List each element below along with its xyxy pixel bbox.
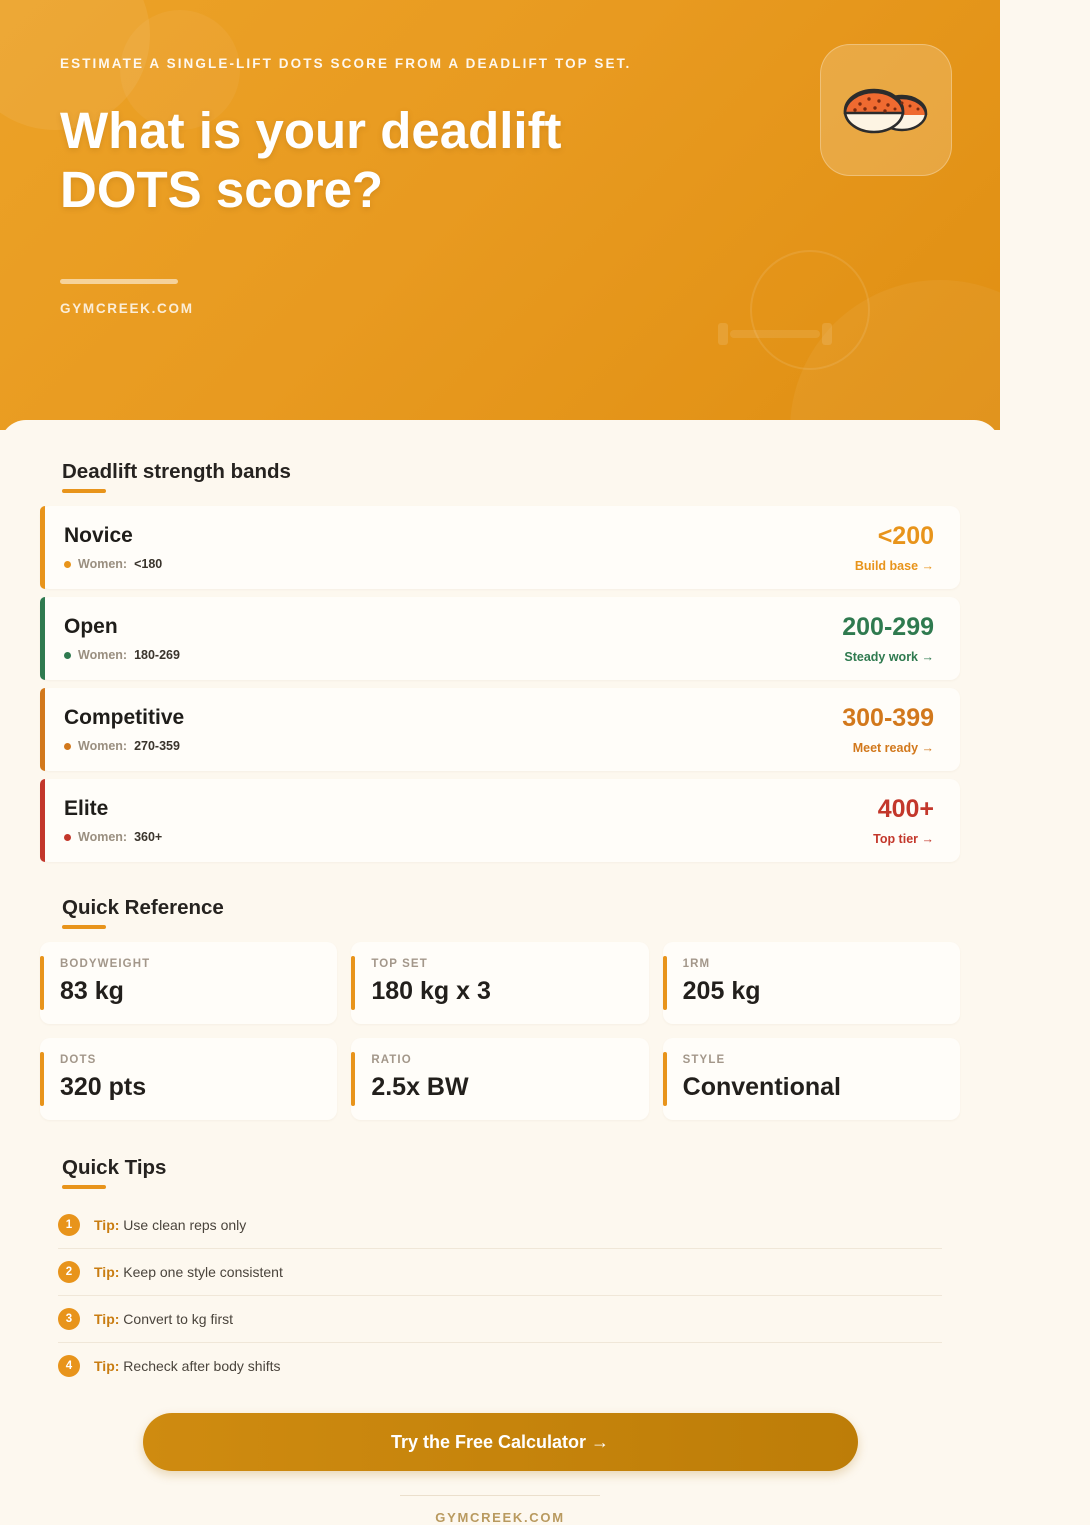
tip-number-badge: 1 xyxy=(58,1214,80,1236)
band-note: Build base → xyxy=(854,559,934,573)
hero-domain-label: GYMCREEK.COM xyxy=(60,301,194,317)
band-women-subline xyxy=(64,739,184,753)
tip-body: Convert to kg first xyxy=(123,1311,233,1327)
barbell-decoration-icon xyxy=(730,330,820,338)
footer-domain-label: GYMCREEK.COM xyxy=(435,1510,565,1525)
tip-label: Tip: xyxy=(94,1311,120,1327)
page-title: What is your deadlift DOTS score? xyxy=(60,102,562,219)
tip-label: Tip: xyxy=(94,1217,120,1233)
quick-reference-grid xyxy=(40,942,960,1120)
tip-text xyxy=(94,1264,283,1280)
band-note: Top tier → xyxy=(873,832,934,846)
band-women-value: 270-359 xyxy=(134,739,180,753)
bands-section-title: Deadlift strength bands xyxy=(40,460,960,484)
band-women-value: <180 xyxy=(134,557,163,571)
qr-cell-top-set xyxy=(351,942,648,1024)
qr-value: 83 kg xyxy=(60,977,124,1005)
band-women-subline xyxy=(64,830,162,844)
tip-text xyxy=(94,1311,233,1327)
footer xyxy=(40,1495,960,1525)
quick-tips-title: Quick Tips xyxy=(40,1156,960,1180)
band-women-subline xyxy=(64,648,180,662)
list-item xyxy=(58,1343,942,1389)
hero-section xyxy=(0,0,1000,430)
qr-label: RATIO xyxy=(371,1054,412,1066)
band-row-open xyxy=(40,597,960,680)
quick-tips-list xyxy=(40,1202,960,1389)
band-row-elite xyxy=(40,779,960,862)
bullet-dot-icon xyxy=(64,652,71,659)
tip-label: Tip: xyxy=(94,1264,120,1280)
hero-kicker: ESTIMATE A SINGLE-LIFT DOTS SCORE FROM A DEADLIFT TOP SET. xyxy=(60,56,632,71)
qr-cell-dots xyxy=(40,1038,337,1120)
band-name: Novice xyxy=(64,524,133,547)
band-women-value: 360+ xyxy=(134,830,163,844)
tip-text xyxy=(94,1358,280,1374)
tip-number-badge: 4 xyxy=(58,1355,80,1377)
qr-cell-bodyweight xyxy=(40,942,337,1024)
band-women-label: Women: xyxy=(78,739,128,753)
tip-number-badge: 3 xyxy=(58,1308,80,1330)
qr-label: BODYWEIGHT xyxy=(60,958,151,970)
cta-container xyxy=(40,1413,960,1471)
band-note: Meet ready → xyxy=(852,741,934,755)
title-underline xyxy=(60,279,178,284)
band-row-competitive xyxy=(40,688,960,771)
band-name: Elite xyxy=(64,797,109,820)
qr-value: 2.5x BW xyxy=(371,1073,469,1101)
band-range: 200-299 xyxy=(842,613,934,641)
qr-cell-style xyxy=(663,1038,960,1120)
list-item xyxy=(58,1249,942,1296)
band-name: Open xyxy=(64,615,118,638)
qr-label: STYLE xyxy=(682,1054,726,1066)
tip-label: Tip: xyxy=(94,1358,120,1374)
tip-body: Keep one style consistent xyxy=(123,1264,283,1280)
app-icon-tile xyxy=(820,44,952,176)
band-women-label: Women: xyxy=(78,648,128,662)
qr-value: 320 pts xyxy=(60,1073,147,1101)
bullet-dot-icon xyxy=(64,834,71,841)
band-women-label: Women: xyxy=(78,830,128,844)
band-women-value: 180-269 xyxy=(134,648,180,662)
qr-cell-ratio xyxy=(351,1038,648,1120)
bullet-dot-icon xyxy=(64,743,71,750)
qr-label: TOP SET xyxy=(371,958,428,970)
content-card xyxy=(0,420,1000,1525)
qr-cell-1rm xyxy=(663,942,960,1024)
strength-bands-list xyxy=(40,506,960,862)
list-item xyxy=(58,1296,942,1343)
tip-body: Recheck after body shifts xyxy=(123,1358,281,1374)
tip-number-badge: 2 xyxy=(58,1261,80,1283)
band-women-subline xyxy=(64,557,162,571)
burger-icon xyxy=(840,73,932,147)
qr-label: 1RM xyxy=(682,958,711,970)
band-women-label: Women: xyxy=(78,557,128,571)
list-item xyxy=(58,1202,942,1249)
qr-value: Conventional xyxy=(682,1073,841,1101)
band-row-novice xyxy=(40,506,960,589)
quick-reference-title: Quick Reference xyxy=(40,896,960,920)
qr-value: 205 kg xyxy=(682,977,761,1005)
qr-label: DOTS xyxy=(60,1054,97,1066)
tip-body: Use clean reps only xyxy=(123,1217,247,1233)
band-note: Steady work → xyxy=(844,650,934,664)
try-free-calculator-button[interactable]: Try the Free Calculator → xyxy=(143,1413,858,1471)
band-range: <200 xyxy=(877,522,934,550)
qr-value: 180 kg x 3 xyxy=(371,977,491,1005)
band-range: 400+ xyxy=(877,795,934,823)
band-range: 300-399 xyxy=(842,704,934,732)
band-name: Competitive xyxy=(64,706,185,729)
footer-divider xyxy=(400,1495,600,1496)
bullet-dot-icon xyxy=(64,561,71,568)
tip-text xyxy=(94,1217,246,1233)
